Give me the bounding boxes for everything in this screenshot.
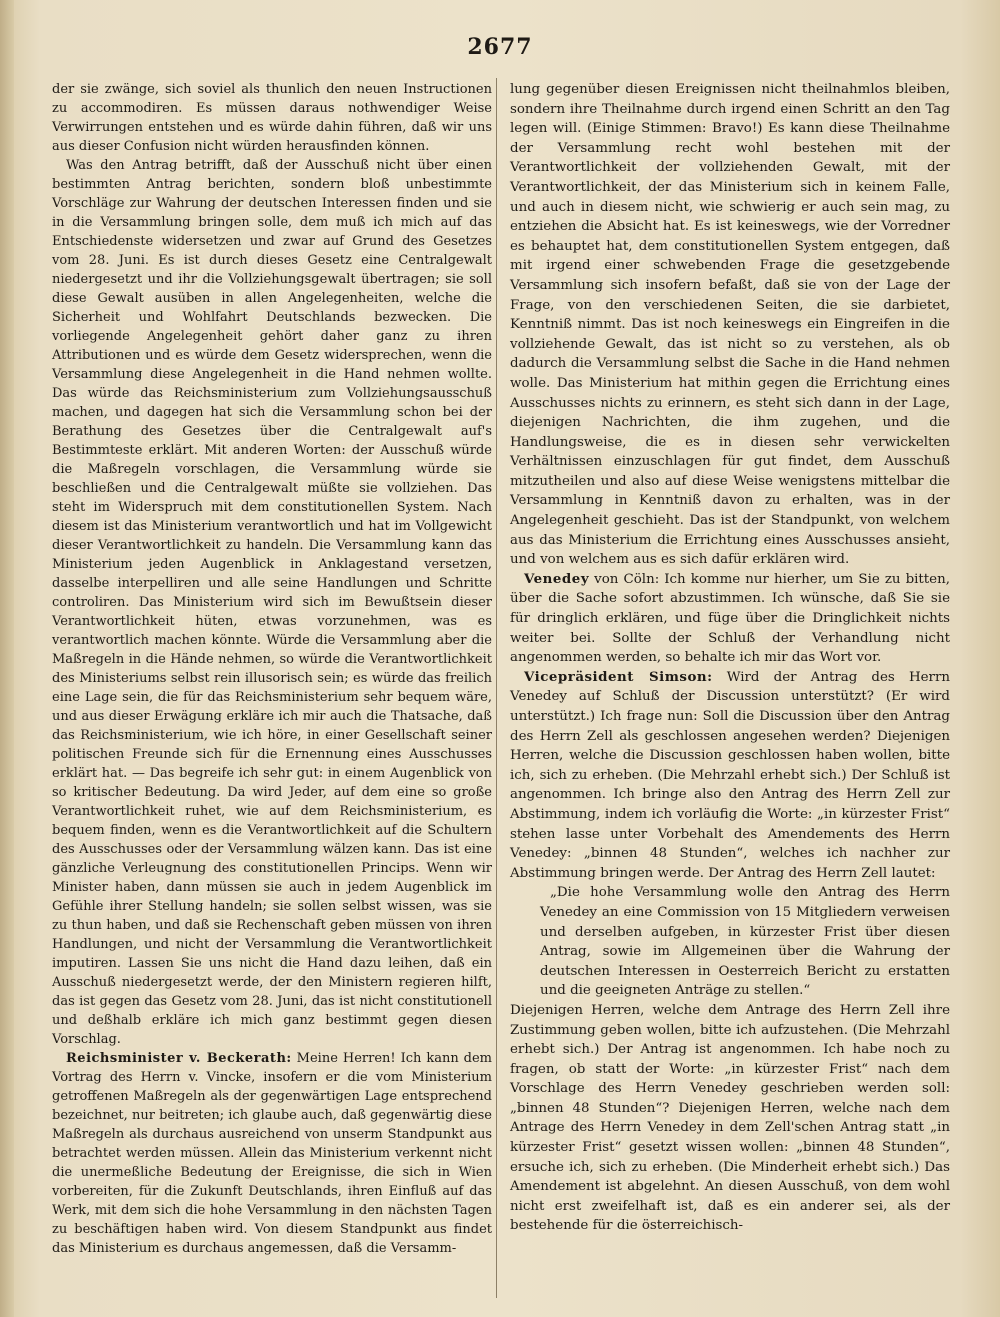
left-column (52, 80, 492, 1258)
page-binding-edge (0, 0, 14, 1317)
speaker-name: Vicepräsident Simson: (524, 668, 713, 685)
paragraph: Was den Antrag betrifft, daß der Ausschuß nicht über einen bestimmten Antrag berichten, sondern bloß unbestimmte Vorschläge zur Wahrung der deutschen Interessen finden und sie in die Versammlung bringen solle, dem muß ich mich auf das Entschiedenste widersetzen und zwar auf Grund des Gesetzes vom 28. Juni. Es ist durch dieses Gesetz eine Centralgewalt niedergesetzt und ihr die Vollziehungsgewalt übertragen; sie soll diese Gewalt ausüben in allen Angelegenheiten, welche die Sicherheit und Wohlfahrt Deutschlands bezwecken. Die vorliegende Angelegenheit gehört daher ganz zu ihren Attributionen und es würde dem Gesetz widersprechen, wenn die Versammlung diese Angelegenheit in die Hand nehmen wollte. Das würde das Reichsministerium zum Vollziehungsausschuß machen, und dagegen hat sich die Versammlung schon bei der Berathung des Gesetzes über die Centralgewalt auf's Bestimmteste erklärt. Mit anderen Worten: der Ausschuß würde die Maßregeln vorschlagen, die Versammlung würde sie beschließen und die Centralgewalt müßte sie vollziehen. Das steht im Widerspruch mit dem constitutionellen System. Nach diesem ist das Ministerium verantwortlich und hat im Vollgewicht dieser Verantwortlichkeit zu handeln. Die Versammlung kann das Ministerium jeden Augenblick in Anklagestand versetzen, dasselbe interpelliren und alle seine Handlungen und Schritte controliren. Das Ministerium wird sich im Bewußtsein dieser Verantwortlichkeit hüten, etwas vorzunehmen, was es verantwortlich machen könnte. Würde die Versammlung aber die Maßregeln in die Hände nehmen, so würde die Verantwortlichkeit des Ministeriums selbst rein illusorisch sein; es würde das freilich eine Lage sein, die für das Reichsministerium sehr bequem wäre, und aus dieser Erwägung erkläre ich mir auch die Thatsache, daß das Reichsministerium, wie ich höre, in einer Gesellschaft seiner politischen Freunde sich für die Ernennung eines Ausschusses erklärt hat. — Das begreife ich sehr gut: in einem Augenblick von so kritischer Bedeutung. Da wird Jeder, auf dem eine so große Verantwortlichkeit ruhet, wie auf dem Reichsministerium, es bequem finden, wenn es die Verantwortlichkeit auf die Schultern des Ausschusses oder der Versammlung wälzen kann. Das ist eine gänzliche Verleugnung des constitutionellen Princips. Wenn wir Minister haben, dann müssen sie auch in jedem Augenblick im Gefühle ihrer Stellung handeln; sie sollen selbst wissen, was sie zu thun haben, und daß sie Rechenschaft geben müssen von ihren Handlungen, und nicht der Versammlung die Verantwortlichkeit imputiren. Lassen Sie uns nicht die Hand dazu leihen, daß ein Ausschuß niedergesetzt werde, der den Ministern regieren hilft, das ist gegen das Gesetz vom 28. Juni, das ist nicht constitutionell und deßhalb erkläre ich mich ganz bestimmt gegen diesen Vorschlag. (52, 158, 492, 1047)
right-column (510, 80, 950, 1236)
paragraph: Diejenigen Herren, welche dem Antrage des Herrn Zell ihre Zustimmung geben wollen, bitte ich aufzustehen. (Die Mehrzahl erhebt sich.) Der Antrag ist angenommen. Ich habe noch zu fragen, ob statt der Worte: „in kürzester Frist“ nach dem Vorschlage des Herrn Venedey geschrieben werden soll: „binnen 48 Stunden“? Diejenigen Herren, welche nach dem Antrage des Herrn Venedey in dem Zell'schen Antrag statt „in kürzester Frist“ gesetzt wissen wollen: „binnen 48 Stunden“, ersuche ich, sich zu erheben. (Die Minderheit erhebt sich.) Das Amendement ist abgelehnt. An diesen Ausschuß, von dem wohl nicht erst zweifelhaft ist, daß es ein anderer sei, als der bestehende für die österreichisch- (510, 1002, 950, 1234)
quoted-motion: „Die hohe Versammlung wolle den Antrag des Herrn Venedey an eine Commission von 15 Mitgliedern verweisen und derselben aufgeben, in kürzester Frist über diesen Antrag, sowie im Allgemeinen über die Wahrung der deutschen Interessen in Oesterreich Bericht zu erstatten und die geeigneten Anträge zu stellen.“ (540, 885, 950, 999)
speaker-name: Venedey (524, 570, 590, 587)
speech-paragraph (510, 570, 950, 668)
speech-text: Wird der Antrag des Herrn Venedey auf Schluß der Discussion unterstützt? (Er wird unterstützt.) Ich frage nun: Soll die Discussion über den Antrag des Herrn Zell als geschlossen angesehen werden? Diejenigen Herren, welche die Discussion geschlossen haben wollen, bitte ich, sich zu erheben. (Die Mehrzahl erhebt sich.) Der Schluß ist angenommen. Ich bringe also den Antrag des Herrn Zell zur Abstimmung, indem ich vorläufig die Worte: „in kürzester Frist“ stehen lasse unter Vorbehalt des Amendements des Herrn Venedey: „binnen 48 Stunden“, welches ich nachher zur Abstimmung bringen werde. Der Antrag des Herrn Zell lautet: (510, 669, 950, 881)
speech-text: Meine Herren! Ich kann dem Vortrag des Herrn v. Vincke, insofern er die vom Ministerium getroffenen Maßregeln als der gegenwärtigen Lage entsprechend bezeichnet, nur beitreten; ich glaube auch, daß gegenwärtig diese Maßregeln als durchaus ausreichend von unserm Standpunkt aus betrachtet werden müssen. Allein das Ministerium verkennt nicht die unermeßliche Bedeutung der Ereignisse, die sich in Wien vorbereiten, für die Zukunft Deutschlands, ihren Einfluß auf das Werk, mit dem sich die hohe Versammlung in den nächsten Tagen zu beschäftigen haben wird. Von diesem Standpunkt aus findet das Ministerium es durchaus angemessen, daß die Versamm- (52, 1051, 493, 1256)
speech-paragraph (52, 1049, 492, 1258)
speech-paragraph (510, 668, 950, 884)
speaker-name: Reichsminister v. Beckerath: (66, 1051, 292, 1066)
paragraph-continuation: lung gegenüber diesen Ereignissen nicht theilnahmlos bleiben, sondern ihre Theilnahme durch irgend einen Schritt an den Tag legen will. (Einige Stimmen: Bravo!) Es kann diese Theilnahme der Versammlung recht wohl bestehen mit der Verantwortlichkeit der vollziehenden Gewalt, mit der Verantwortlichkeit, der das Ministerium sich in keinem Falle, und auch in diesem nicht, wie schwierig er auch sein mag, zu entziehen die Absicht hat. Es ist keineswegs, wie der Vorredner es behauptet hat, dem constitutionellen System entgegen, daß mit irgend einer schwebenden Frage die gesetzgebende Versammlung sich insofern befaßt, daß sie von der Lage der Frage, von den verschiedenen Seiten, die sie darbietet, Kenntniß nimmt. Das ist noch keineswegs ein Eingreifen in die vollziehende Gewalt, das ist nicht so zu verstehen, als ob dadurch die Versammlung selbst die Sache in die Hand nehmen wolle. Das Ministerium hat mithin gegen die Errichtung eines Ausschusses nichts zu erinnern, es steht sich dann in der Lage, diejenigen Nachrichten, die ihm zugehen, und die Handlungsweise, die es in diesen sehr verwickelten Verhältnissen einzuschlagen für gut findet, dem Ausschuß mitzutheilen und also auf diese Weise wenigstens mittelbar die Versammlung in Kenntniß davon zu erhalten, was in der Angelegenheit geschieht. Das ist der Standpunkt, von welchem aus das Ministerium die Errichtung eines Ausschusses ansieht, und von welchem aus es sich dafür erklären wird. (510, 82, 950, 568)
speaker-origin: von Cöln: (589, 571, 660, 587)
column-divider (496, 78, 497, 1298)
paragraph-continuation: der sie zwänge, sich soviel als thunlich den neuen Instructionen zu accommodiren. Es müssen daraus nothwendiger Weise Verwirrungen entstehen und es würde dahin führen, daß wir uns aus dieser Confusion nicht würden herausfinden können. (52, 82, 492, 154)
page-number: 2677 (467, 34, 533, 60)
speech-text: Ich komme nur hierher, um Sie zu bitten, über die Sache sofort abzustimmen. Ich wünsche, daß Sie sie für dringlich erklären, und füge über die Dringlichkeit nichts weiter bei. Sollte der Schluß der Verhandlung nicht angenommen werden, so behalte ich mir das Wort vor. (510, 571, 950, 666)
